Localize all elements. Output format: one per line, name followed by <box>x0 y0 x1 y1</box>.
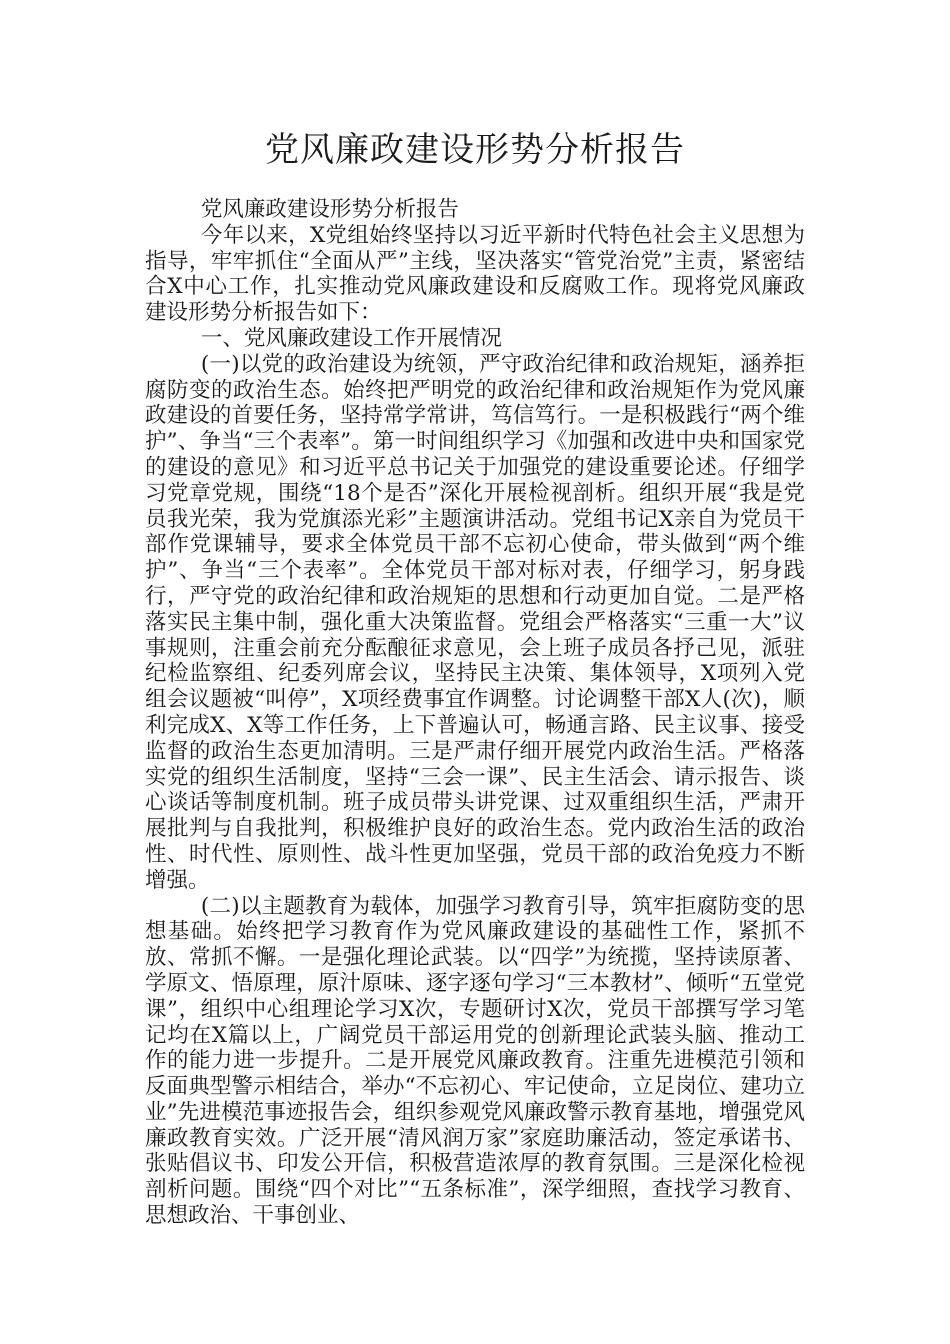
paragraph-intro: 今年以来，X党组始终坚持以习近平新时代特色社会主义思想为指导，牢牢抓住“全面从严”主线，坚决落实“管党治党”主责，紧密结合X中心工作，扎实推动党风廉政建设和反腐败工作。现将党风廉政建设形势分析报告如下： <box>145 222 806 326</box>
paragraph-item-1: (一)以党的政治建设为统领，严守政治纪律和政治规矩，涵养拒腐防变的政治生态。始终把严明党的政治纪律和政治规矩作为党风廉政建设的首要任务，坚持常学常讲，笃信笃行。一是积极践行“两个维护”、争当“三个表率”。第一时间组织学习《加强和改进中央和国家党的建设的意见》和习近平总书记关于加强党的建设重要论述。仔细学习党章党规，围绕“18个是否”深化开展检视剖析。组织开展“我是党员我光荣，我为党旗添光彩”主题演讲活动。党组书记X亲自为党员干部作党课辅导，要求全体党员干部不忘初心使命，带头做到“两个维护”、争当“三个表率”。全体党员干部对标对表，仔细学习，躬身践行，严守党的政治纪律和政治规矩的思想和行动更加自觉。二是严格落实民主集中制，强化重大决策监督。党组会严格落实“三重一大”议事规则，注重会前充分酝酿征求意见，会上班子成员各抒己见，派驻纪检监察组、纪委列席会议，坚持民主决策、集体领导，X项列入党组会议题被“叫停”，X项经费事宜作调整。讨论调整干部X人(次)，顺利完成X、X等工作任务，上下普遍认可，畅通言路、民主议事、接受监督的政治生态更加清明。三是严肃仔细开展党内政治生活。严格落实党的组织生活制度，坚持“三会一课”、民主生活会、请示报告、谈心谈话等制度机制。班子成员带头讲党课、过双重组织生活，严肃开展批判与自我批判，积极维护良好的政治生态。党内政治生活的政治性、时代性、原则性、战斗性更加坚强，党员干部的政治免疫力不断增强。 <box>145 351 805 893</box>
paragraph-subtitle: 党风廉政建设形势分析报告 <box>200 197 459 222</box>
document-body <box>145 197 805 1229</box>
document-title: 党风廉政建设形势分析报告 <box>265 130 685 170</box>
paragraph-item-2: (二)以主题教育为载体，加强学习教育引导，筑牢拒腐防变的思想基础。始终把学习教育作为党风廉政建设的基础性工作，紧抓不放、常抓不懈。一是强化理论武装。以“四学”为统揽，坚持读原著、学原文、悟原理，原汁原味、逐字逐句学习“三本教材”、倾听“五堂党课”，组织中心组理论学习X次，专题研讨X次，党员干部撰写学习笔记均在X篇以上，广阔党员干部运用党的创新理论武装头脑、推动工作的能力进一步提升。二是开展党风廉政教育。注重先进模范引领和反面典型警示相结合，举办“不忘初心、牢记使命，立足岗位、建功立业”先进模范事迹报告会，组织参观党风廉政警示教育基地，增强党风廉政教育实效。广泛开展“清风润万家”家庭助廉活动，签定承诺书、张贴倡议书、印发公开信，积极营造浓厚的教育氛围。三是深化检视剖析问题。围绕“四个对比”“五条标准”，深学细照，查找学习教育、思想政治、干事创业、 <box>145 893 805 1229</box>
section-heading-1: 一、党风廉政建设工作开展情况 <box>200 325 502 351</box>
